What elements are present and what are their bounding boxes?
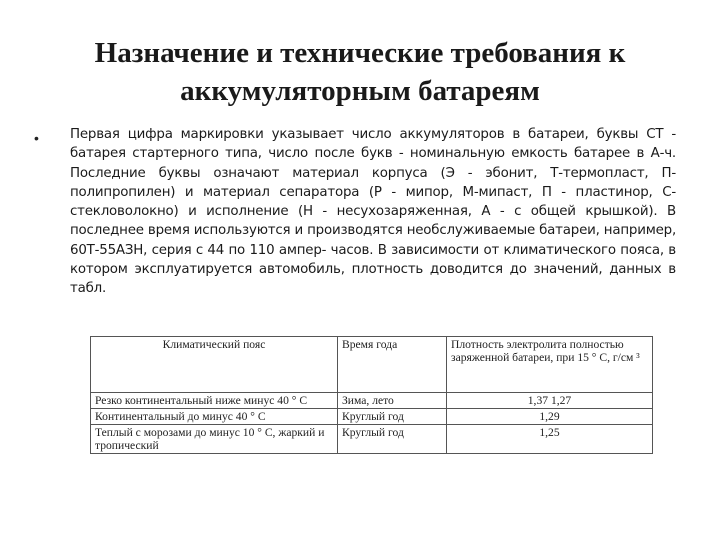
cell-density: 1,25: [447, 425, 653, 454]
table-header-row: [91, 337, 653, 393]
bullet-marker: •: [34, 130, 39, 146]
header-climate-zone: Климатический пояс: [91, 337, 338, 393]
density-table: [90, 336, 653, 454]
cell-density: 1,37 1,27: [447, 393, 653, 409]
table-row: [91, 425, 653, 454]
body-paragraph: Первая цифра маркировки указывает число аккумуляторов в батареи, буквы СТ - батарея стартерного типа, число после букв - номинальную емкость батарее в А-ч. Последние буквы означают материал корпуса (Э - эбонит, Т-термопласт, П-полипропилен) и материал сепаратора (Р - мипор, М-мипаст, П - пластинор, С- стекловолокно) и исполнение (Н - несухозаряженная, А - с общей крышкой). В последнее время используются и производятся необслуживаемые батареи, например, 60Т-55АЗН, серия с 44 по 110 ампер- часов. В зависимости от климатического пояса, в котором эксплуатируется автомобиль, плотность доводится до значений, данных в табл.: [70, 127, 676, 297]
table-row: [91, 409, 653, 425]
header-season: Время года: [338, 337, 447, 393]
cell-density: 1,29: [447, 409, 653, 425]
table-row: [91, 393, 653, 409]
cell-zone: Континентальный до минус 40 ° С: [91, 409, 338, 425]
cell-season: Круглый год: [338, 409, 447, 425]
slide-title: Назначение и технические требования к аккумуляторным батареям: [94, 37, 626, 107]
header-density: Плотность электролита полностью заряженной батареи, при 15 ° С, г/см ³: [447, 337, 653, 393]
cell-season: Зима, лето: [338, 393, 447, 409]
cell-season: Круглый год: [338, 425, 447, 454]
cell-zone: Теплый с морозами до минус 10 ° С, жаркий и тропический: [91, 425, 338, 454]
cell-zone: Резко континентальный ниже минус 40 ° С: [91, 393, 338, 409]
